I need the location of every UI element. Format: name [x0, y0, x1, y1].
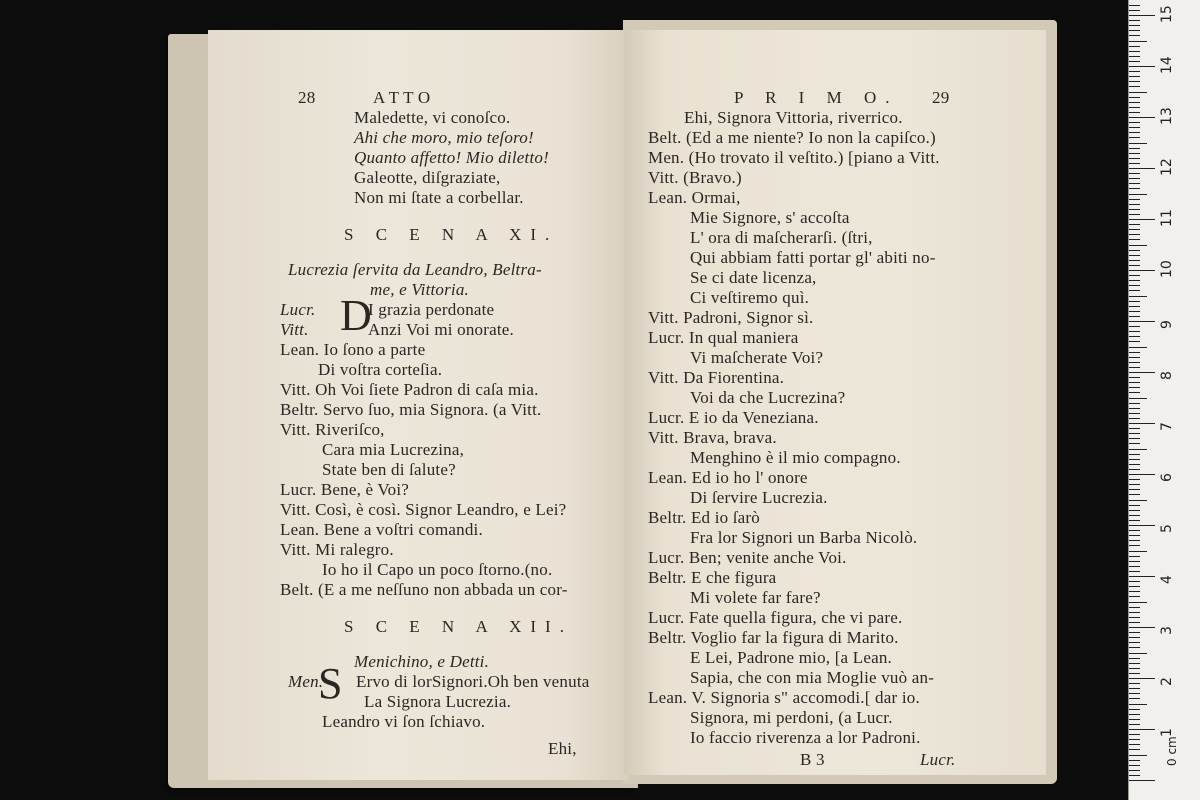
ruler-tick — [1129, 729, 1155, 730]
ruler-tick — [1129, 30, 1140, 31]
ruler-tick — [1129, 632, 1140, 633]
ruler-tick — [1129, 780, 1155, 781]
ruler-tick — [1129, 112, 1140, 113]
ruler-tick — [1129, 719, 1140, 720]
ruler-tick — [1129, 387, 1140, 388]
left-page-text-line: Vitt. Riveriſco, — [280, 420, 385, 439]
ruler-tick — [1129, 204, 1140, 205]
ruler-number: 14 — [1159, 56, 1175, 74]
ruler-tick — [1129, 199, 1140, 200]
ruler-tick — [1129, 61, 1140, 62]
ruler-tick — [1129, 612, 1140, 613]
ruler-tick — [1129, 178, 1140, 179]
ruler-tick — [1129, 377, 1140, 378]
left-page-text-line: Cara mia Lucrezina, — [322, 440, 465, 459]
ruler-tick — [1129, 500, 1147, 501]
left-page-text-line: Ervo di lorSignori.Oh ben venuta — [356, 672, 590, 691]
ruler-tick — [1129, 469, 1140, 470]
ruler-tick — [1129, 392, 1140, 393]
left-page-text-line: Men. — [288, 672, 324, 691]
ruler-number: 11 — [1159, 209, 1175, 227]
ruler-tick — [1129, 678, 1155, 679]
ruler-tick — [1129, 234, 1140, 235]
ruler-tick — [1129, 760, 1140, 761]
left-page-text-line: Non mi ſtate a corbellar. — [354, 188, 524, 207]
ruler-tick — [1129, 239, 1140, 240]
ruler-tick — [1129, 479, 1140, 480]
ruler-tick — [1129, 280, 1140, 281]
ruler-tick — [1129, 637, 1140, 638]
ruler-tick — [1129, 556, 1140, 557]
ruler-number: 9 — [1159, 320, 1175, 329]
ruler-tick — [1129, 535, 1140, 536]
left-page-text-line: S C E N A XII. — [344, 617, 573, 636]
right-page-text-line: Vitt. (Bravo.) — [648, 168, 742, 187]
left-page-text-line: Menichino, e Detti. — [354, 652, 490, 671]
ruler-tick — [1129, 336, 1140, 337]
ruler-tick — [1129, 229, 1140, 230]
right-page-text-line: L' ora di maſcherarſi. (ſtri, — [690, 228, 873, 247]
left-page-text-line: Quanto affetto! Mio diletto! — [354, 148, 549, 167]
ruler-tick — [1129, 367, 1140, 368]
ruler-number: 8 — [1159, 371, 1175, 380]
ruler-number: 15 — [1159, 5, 1175, 23]
ruler-tick — [1129, 596, 1140, 597]
ruler-tick — [1129, 86, 1140, 87]
left-page-text-line: Vitt. Mi ralegro. — [280, 540, 394, 559]
ruler-tick — [1129, 474, 1155, 475]
ruler-tick — [1129, 566, 1140, 567]
ruler-tick — [1129, 163, 1140, 164]
left-page-text-line: Belt. (E a me neſſuno non abbada un cor- — [280, 580, 568, 599]
ruler-number: 10 — [1159, 260, 1175, 278]
right-page-text-line: Lean. Ormai, — [648, 188, 741, 207]
left-page-text-line: Vitt. — [280, 320, 309, 339]
ruler-tick — [1129, 311, 1140, 312]
right-page-text-line: Lucr. — [920, 750, 956, 769]
ruler-tick — [1129, 591, 1140, 592]
ruler-tick — [1129, 540, 1140, 541]
ruler-tick — [1129, 505, 1140, 506]
ruler-tick — [1129, 76, 1140, 77]
left-page-text-line: Galeotte, diſgraziate, — [354, 168, 501, 187]
ruler-number: 1 — [1159, 728, 1175, 737]
ruler-tick — [1129, 510, 1140, 511]
ruler-tick — [1129, 148, 1140, 149]
right-page-text-line: Menghino è il mio compagno. — [690, 448, 901, 467]
right-page-text-line: Men. (Ho trovato il veſtito.) [piano a Vitt. — [648, 148, 940, 167]
ruler-tick — [1129, 545, 1140, 546]
ruler-tick — [1129, 127, 1140, 128]
left-page-text-line: Ehi, — [548, 739, 577, 758]
ruler-tick — [1129, 107, 1140, 108]
ruler-tick — [1129, 428, 1140, 429]
ruler-number: 5 — [1159, 524, 1175, 533]
ruler-tick — [1129, 347, 1147, 348]
right-page-text-line: Vitt. Padroni, Signor sì. — [648, 308, 814, 327]
ruler-tick — [1129, 357, 1140, 358]
ruler-tick — [1129, 576, 1155, 577]
ruler-tick — [1129, 153, 1140, 154]
left-page-text-line: I grazia perdonate — [368, 300, 495, 319]
ruler-tick — [1129, 668, 1140, 669]
right-page-text-line: Lucr. Ben; venite anche Voi. — [648, 548, 847, 567]
left-page-text-line: Beltr. Servo ſuo, mia Signora. (a Vitt. — [280, 400, 542, 419]
ruler-tick — [1129, 255, 1140, 256]
ruler-tick — [1129, 443, 1140, 444]
ruler-tick — [1129, 362, 1140, 363]
ruler-tick — [1129, 683, 1140, 684]
ruler-tick — [1129, 494, 1140, 495]
left-page-text-line: Io ho il Capo un poco ſtorno.(no. — [322, 560, 553, 579]
ruler-unit-label: 0 cm — [1165, 736, 1179, 766]
ruler-tick — [1129, 408, 1140, 409]
ruler-tick — [1129, 755, 1147, 756]
ruler-tick — [1129, 765, 1140, 766]
right-page-text-line: Lean. V. Signoria s" accomodi.[ dar io. — [648, 688, 920, 707]
ruler-tick — [1129, 739, 1140, 740]
right-page-text-line: Vi maſcherate Voi? — [690, 348, 824, 367]
ruler-tick — [1129, 438, 1140, 439]
ruler-tick — [1129, 418, 1140, 419]
ruler-tick — [1129, 35, 1140, 36]
ruler-tick — [1129, 296, 1147, 297]
right-page-text-line: P R I M O. — [734, 88, 899, 107]
right-page-text-line: Beltr. Ed io ſarò — [648, 508, 760, 527]
left-page-text-line: Lean. Io ſono a parte — [280, 340, 426, 359]
ruler-tick — [1129, 449, 1147, 450]
ruler-tick — [1129, 398, 1147, 399]
ruler-tick — [1129, 673, 1140, 674]
right-page-text-line: E Lei, Padrone mio, [a Lean. — [690, 648, 892, 667]
ruler-tick — [1129, 219, 1155, 220]
ruler-tick — [1129, 56, 1140, 57]
ruler-tick — [1129, 561, 1140, 562]
left-page-text-line: S C E N A XI. — [344, 225, 559, 244]
right-page-text-line: Signora, mi perdoni, (a Lucr. — [690, 708, 893, 727]
right-page-text-line: Lucr. Fate quella figura, che vi pare. — [648, 608, 903, 627]
ruler-tick — [1129, 194, 1147, 195]
left-page-text-line: Lucr. Bene, è Voi? — [280, 480, 410, 499]
left-page-text-line: Leandro vi ſon ſchiavo. — [322, 712, 486, 731]
ruler-number: 3 — [1159, 626, 1175, 635]
left-page-text-line: Vitt. Così, è così. Signor Leandro, e Lei? — [280, 500, 567, 519]
ruler-tick — [1129, 306, 1140, 307]
left-page-text-line: me, e Vittoria. — [370, 280, 469, 299]
ruler-tick — [1129, 275, 1140, 276]
ruler-tick — [1129, 734, 1140, 735]
ruler-tick — [1129, 188, 1140, 189]
ruler-tick — [1129, 663, 1140, 664]
ruler-tick — [1129, 46, 1140, 47]
ruler-tick — [1129, 352, 1140, 353]
ruler-tick — [1129, 617, 1140, 618]
ruler-tick — [1129, 688, 1140, 689]
ruler-tick — [1129, 372, 1155, 373]
ruler-tick — [1129, 653, 1147, 654]
right-page-text-line: Vitt. Da Fiorentina. — [648, 368, 785, 387]
ruler-tick — [1129, 316, 1140, 317]
right-page-text-line: Beltr. E che figura — [648, 568, 777, 587]
ruler-tick — [1129, 270, 1155, 271]
left-page-text-line: Lucr. — [280, 300, 316, 319]
ruler-tick — [1129, 214, 1140, 215]
ruler-tick — [1129, 331, 1140, 332]
ruler-tick — [1129, 102, 1140, 103]
right-page-text-line: Ehi, Signora Vittoria, riverrico. — [684, 108, 903, 127]
ruler-tick — [1129, 209, 1140, 210]
ruler-number: 4 — [1159, 575, 1175, 584]
ruler-tick — [1129, 10, 1140, 11]
right-page-text-line: Se ci date licenza, — [690, 268, 817, 287]
ruler-tick — [1129, 326, 1140, 327]
ruler-tick — [1129, 698, 1140, 699]
ruler-tick — [1129, 5, 1140, 6]
right-page-text-line: Lucr. E io da Veneziana. — [648, 408, 819, 427]
measuring-ruler — [1128, 0, 1200, 800]
ruler-tick — [1129, 775, 1140, 776]
ruler-tick — [1129, 423, 1155, 424]
ruler-tick — [1129, 173, 1140, 174]
left-page-text-line: Ahi che moro, mio teſoro! — [354, 128, 534, 147]
left-page-text-line: Maledette, vi conoſco. — [354, 108, 511, 127]
ruler-tick — [1129, 403, 1140, 404]
ruler-tick — [1129, 15, 1155, 16]
ruler-tick — [1129, 433, 1140, 434]
ruler-tick — [1129, 459, 1140, 460]
right-page-text-line: Io faccio riverenza a lor Padroni. — [690, 728, 921, 747]
right-page-text-line: Qui abbiam fatti portar gl' abiti no- — [690, 248, 936, 267]
left-page-text-line: Anzi Voi mi onorate. — [368, 320, 514, 339]
ruler-tick — [1129, 658, 1140, 659]
ruler-tick — [1129, 290, 1140, 291]
ruler-tick — [1129, 749, 1140, 750]
ruler-tick — [1129, 586, 1140, 587]
left-page-text-line: State ben di ſalute? — [322, 460, 456, 479]
right-page-text-line: Lucr. In qual maniera — [648, 328, 799, 347]
ruler-tick — [1129, 158, 1140, 159]
ruler-tick — [1129, 571, 1140, 572]
ruler-tick — [1129, 71, 1140, 72]
ruler-tick — [1129, 525, 1155, 526]
ruler-tick — [1129, 515, 1140, 516]
left-page-text-line: 28 — [298, 88, 316, 107]
left-page-text-line: A T T O — [373, 88, 431, 107]
drop-capital-letter: S — [318, 659, 343, 708]
left-page-text-line: Di voſtra corteſia. — [318, 360, 443, 379]
ruler-tick — [1129, 714, 1140, 715]
ruler-tick — [1129, 265, 1140, 266]
ruler-tick — [1129, 321, 1155, 322]
ruler-tick — [1129, 51, 1140, 52]
ruler-tick — [1129, 602, 1147, 603]
right-page-text-line: Vitt. Brava, brava. — [648, 428, 777, 447]
ruler-tick — [1129, 224, 1140, 225]
ruler-tick — [1129, 183, 1140, 184]
ruler-tick — [1129, 382, 1140, 383]
ruler-tick — [1129, 647, 1140, 648]
ruler-tick — [1129, 81, 1140, 82]
right-page-29 — [624, 30, 1046, 775]
ruler-tick — [1129, 137, 1140, 138]
ruler-tick — [1129, 285, 1140, 286]
left-page-text-line: Lucrezia ſervita da Leandro, Beltra- — [288, 260, 542, 279]
ruler-number: 13 — [1159, 107, 1175, 125]
right-page-text-line: Mie Signore, s' accoſta — [690, 208, 850, 227]
ruler-tick — [1129, 97, 1140, 98]
ruler-tick — [1129, 301, 1140, 302]
ruler-tick — [1129, 25, 1140, 26]
left-page-28 — [208, 30, 628, 780]
ruler-tick — [1129, 250, 1140, 251]
ruler-tick — [1129, 168, 1155, 169]
ruler-number: 12 — [1159, 158, 1175, 176]
left-page-text-line: Vitt. Oh Voi ſiete Padron di caſa mia. — [280, 380, 539, 399]
ruler-tick — [1129, 117, 1155, 118]
right-page-text-line: Ci veſtiremo quì. — [690, 288, 810, 307]
ruler-tick — [1129, 530, 1140, 531]
right-page-text-line: B 3 — [800, 750, 825, 769]
open-book — [168, 18, 1058, 788]
ruler-tick — [1129, 622, 1140, 623]
ruler-tick — [1129, 260, 1140, 261]
right-page-text-line: 29 — [932, 88, 950, 107]
ruler-tick — [1129, 454, 1140, 455]
left-page-text-line: La Signora Lucrezia. — [364, 692, 512, 711]
right-page-text-line: Beltr. Voglio far la figura di Marito. — [648, 628, 899, 647]
ruler-tick — [1129, 489, 1140, 490]
ruler-tick — [1129, 464, 1140, 465]
ruler-tick — [1129, 607, 1140, 608]
right-page-text-line: Sapia, che con mia Moglie vuò an- — [690, 668, 935, 687]
ruler-tick — [1129, 581, 1140, 582]
ruler-tick — [1129, 341, 1140, 342]
ruler-tick — [1129, 413, 1140, 414]
right-page-text-line: Fra lor Signori un Barba Nicolò. — [690, 528, 918, 547]
right-page-text-line: Di ſervire Lucrezia. — [690, 488, 828, 507]
ruler-tick — [1129, 132, 1140, 133]
drop-capital-letter: D — [340, 291, 372, 340]
ruler-tick — [1129, 520, 1140, 521]
ruler-tick — [1129, 122, 1140, 123]
right-page-text-line: Mi volete far fare? — [690, 588, 821, 607]
right-page-text-line: Voi da che Lucrezina? — [690, 388, 846, 407]
ruler-tick — [1129, 627, 1155, 628]
ruler-tick — [1129, 41, 1147, 42]
ruler-number: 6 — [1159, 473, 1175, 482]
ruler-tick — [1129, 92, 1147, 93]
ruler-tick — [1129, 693, 1140, 694]
ruler-tick — [1129, 770, 1140, 771]
ruler-tick — [1129, 245, 1147, 246]
ruler-tick — [1129, 20, 1140, 21]
ruler-number: 2 — [1159, 677, 1175, 686]
ruler-tick — [1129, 484, 1140, 485]
ruler-tick — [1129, 709, 1140, 710]
right-page-text-line: Belt. (Ed a me niente? Io non la capiſco.) — [648, 128, 936, 147]
left-page-text-line: Lean. Bene a voſtri comandi. — [280, 520, 483, 539]
ruler-tick — [1129, 744, 1140, 745]
ruler-number: 7 — [1159, 422, 1175, 431]
ruler-tick — [1129, 642, 1140, 643]
ruler-tick — [1129, 66, 1155, 67]
ruler-tick — [1129, 551, 1147, 552]
right-page-text-line: Lean. Ed io ho l' onore — [648, 468, 808, 487]
ruler-tick — [1129, 724, 1140, 725]
ruler-tick — [1129, 143, 1147, 144]
ruler-tick — [1129, 704, 1147, 705]
